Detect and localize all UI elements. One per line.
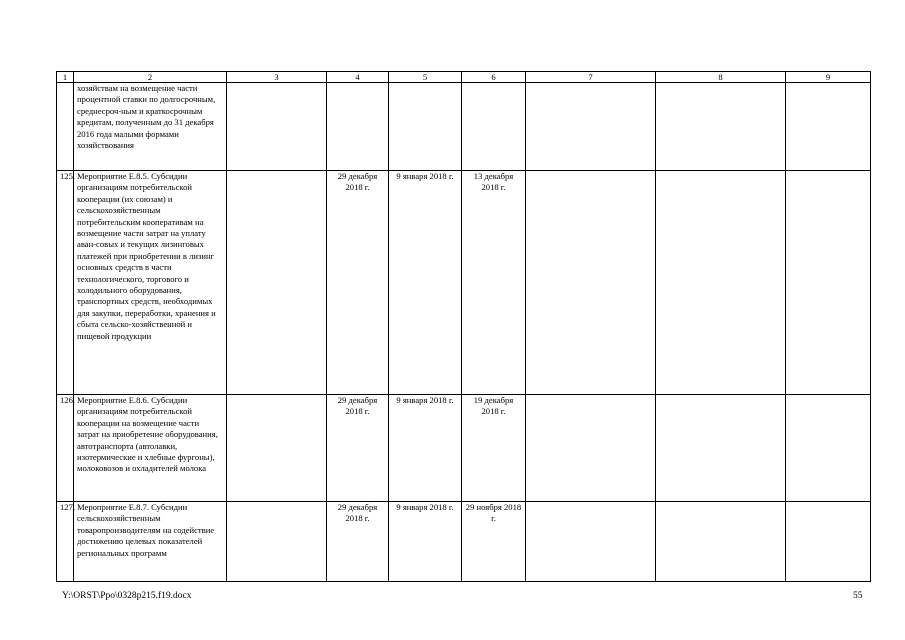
measure-name: Мероприятие Е.8.5. Субсидии организациям потребительской кооперации (их союзам) и сельскохозяйственным потребительским кооперативам на возмещение части затрат на уплату аван-совых и текущих лизинговых платежей при приобретении в лизинг основных средств в части технологического, торгового и холодильного оборудования, транспортных средств, необходимых для закупки, переработки, хранения и сбыта сельско-хозяйственной и пищевой продукции [74,171,227,395]
cell-col8 [656,83,786,171]
measure-name: хозяйствам на возмещение части процентной ставки по долгосрочным, среднесроч-ным и краткосрочным кредитам, полученным до 31 декабря 2016 года малыми формами хозяйствования [74,83,227,171]
col-header-1: 1 [57,72,74,83]
cell-col3 [227,502,327,582]
col-header-4: 4 [327,72,389,83]
cell-col4: 29 декабря 2018 г. [327,502,389,582]
table-row [57,502,871,582]
table-row [57,395,871,502]
table-row [57,171,871,395]
measure-name: Мероприятие Е.8.7. Субсидии сельскохозяйственным товаропроизводителям на содействие достижению целевых показателей региональных программ [74,502,227,582]
cell-col7 [526,171,656,395]
page-number: 55 [853,591,863,601]
cell-col6 [462,83,526,171]
cell-col9 [786,502,871,582]
col-header-3: 3 [227,72,327,83]
schedule-table [56,71,871,582]
cell-col7 [526,395,656,502]
cell-col9 [786,171,871,395]
row-number [57,83,74,171]
cell-col6: 29 ноября 2018 г. [462,502,526,582]
cell-col4 [327,83,389,171]
cell-col6: 19 декабря 2018 г. [462,395,526,502]
col-header-7: 7 [526,72,656,83]
measure-name: Мероприятие Е.8.6. Субсидии организациям потребительской кооперации на возмещение части затрат на приобретение оборудования, автотранспорта (автолавки, изотермические и хлебные фургоны), молоковозов и охладителей молока [74,395,227,502]
row-number: 125. [57,171,74,395]
col-header-2: 2 [74,72,227,83]
cell-col7 [526,502,656,582]
cell-col3 [227,395,327,502]
cell-col4: 29 декабря 2018 г. [327,395,389,502]
col-header-6: 6 [462,72,526,83]
col-header-5: 5 [389,72,462,83]
header-row [57,72,871,83]
row-number: 127. [57,502,74,582]
table-row [57,83,871,171]
cell-col6: 13 декабря 2018 г. [462,171,526,395]
cell-col4: 29 декабря 2018 г. [327,171,389,395]
cell-col7 [526,83,656,171]
col-header-9: 9 [786,72,871,83]
cell-col5: 9 января 2018 г. [389,502,462,582]
cell-col5: 9 января 2018 г. [389,171,462,395]
cell-col9 [786,395,871,502]
cell-col8 [656,395,786,502]
cell-col3 [227,83,327,171]
row-number: 126. [57,395,74,502]
footer-file-path: Y:\ORST\Ppo\0328p215.f19.docx [62,591,192,601]
col-header-8: 8 [656,72,786,83]
cell-col5 [389,83,462,171]
cell-col5: 9 января 2018 г. [389,395,462,502]
cell-col8 [656,502,786,582]
cell-col9 [786,83,871,171]
cell-col8 [656,171,786,395]
cell-col3 [227,171,327,395]
